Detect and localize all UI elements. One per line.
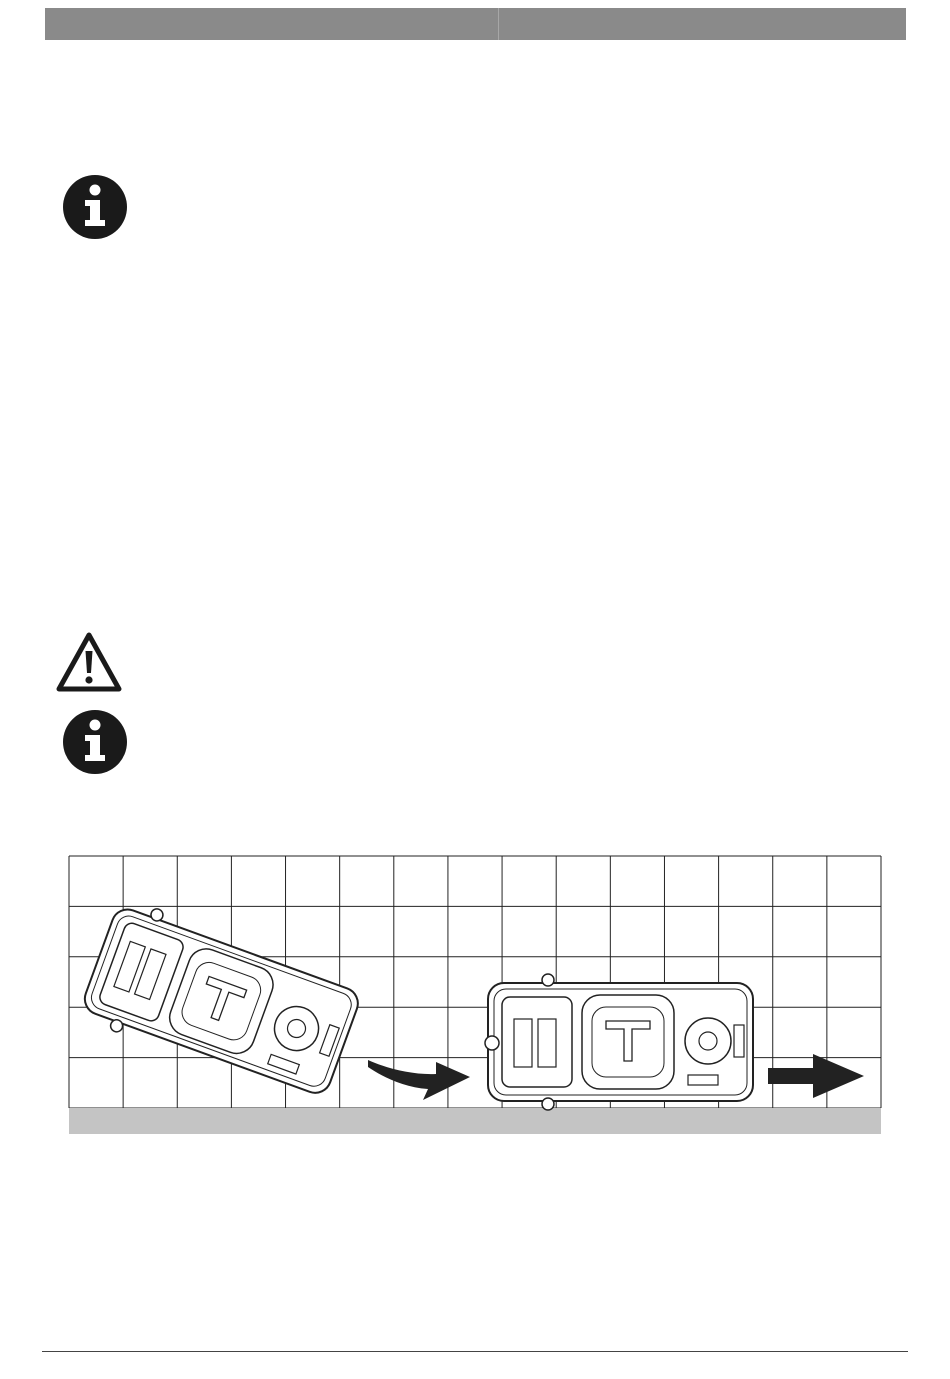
- straight-arrow: [768, 1054, 864, 1098]
- machine-tilted: [77, 896, 366, 1107]
- header-left-cell: [45, 8, 499, 40]
- info-icon: [62, 709, 128, 775]
- floor-strip: [69, 1108, 881, 1134]
- curved-arrow: [368, 1060, 470, 1100]
- page-header-bar: [45, 8, 906, 40]
- warning-triangle-icon: [55, 631, 123, 693]
- footer-divider: [42, 1351, 908, 1352]
- info-icon: [62, 174, 128, 240]
- machine-straight: [485, 974, 753, 1110]
- header-right-cell: [499, 8, 906, 40]
- machine-maneuver-figure: [68, 855, 882, 1136]
